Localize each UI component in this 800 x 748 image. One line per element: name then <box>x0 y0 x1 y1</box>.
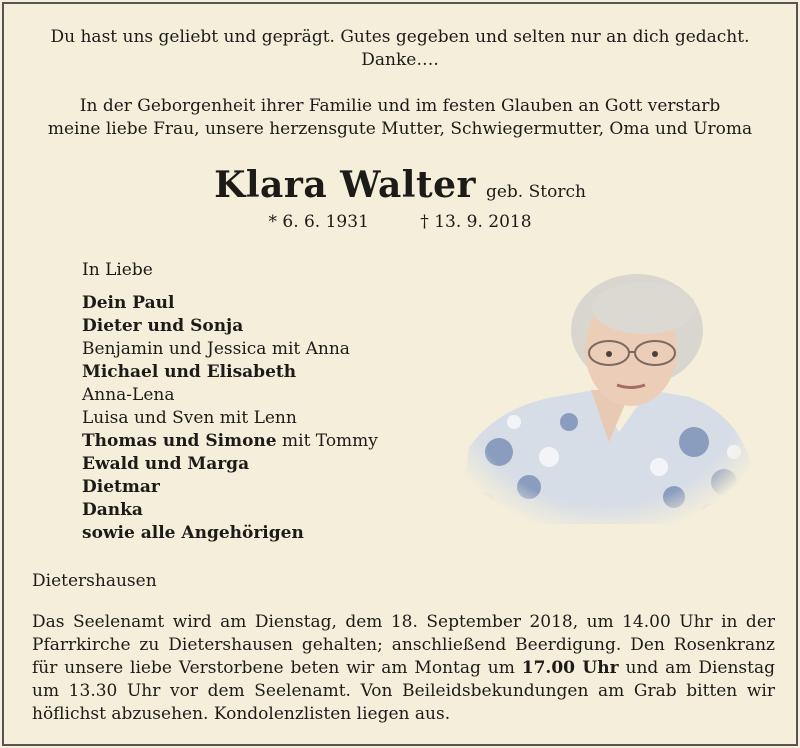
opening-verse-line-2: Danke…. <box>361 50 439 70</box>
obituary-card <box>2 2 798 746</box>
portrait-photo <box>459 272 751 524</box>
deceased-name: Klara Walter <box>214 164 476 206</box>
mourners-intro: In Liebe <box>82 260 153 280</box>
mourner-item: Danka <box>82 500 143 520</box>
maiden-name: geb. Storch <box>485 182 586 202</box>
mourner-item: Ewald und Marga <box>82 454 250 474</box>
mourner-item: Dietmar <box>82 477 160 497</box>
announcement-line-2: meine liebe Frau, unsere herzensgute Mutter, Schwiegermutter, Oma und Uroma <box>47 119 753 139</box>
funeral-notice: Das Seelenamt wird am Dienstag, dem 18. September 2018, um 14.00 Uhr in der Pfarrkirche zu Dietershausen gehalten; anschließend Beerdigung. Den Rosenkranz für unsere liebe Verstorbene beten wir am Montag um 17.00 Uhr und am Dienstag um 13.30 Uhr vor dem Seelenamt. Von Beileidsbekundungen am Grab bitten wir höflichst abzusehen. Kondolenzlisten liegen aus. <box>32 612 775 724</box>
announcement-line-1: In der Geborgenheit ihrer Familie und im festen Glauben an Gott verstarb <box>79 96 721 116</box>
mourner-item: Benjamin und Jessica mit Anna <box>82 339 350 359</box>
mourners-list <box>82 292 378 545</box>
name-row <box>4 164 796 206</box>
mourner-item: sowie alle Angehörigen <box>82 523 304 543</box>
mourner-item: Thomas und Simone mit Tommy <box>82 431 378 451</box>
opening-verse-line-1: Du hast uns geliebt und geprägt. Gutes gegeben und selten nur an dich gedacht. <box>50 27 750 47</box>
mourner-item: Michael und Elisabeth <box>82 362 297 382</box>
mourner-item: Anna-Lena <box>82 385 175 405</box>
mourner-item: Dieter und Sonja <box>82 316 244 336</box>
birth-date: * 6. 6. 1931 <box>268 212 369 232</box>
place-name: Dietershausen <box>32 571 157 591</box>
life-dates <box>4 212 796 232</box>
mourner-item: Dein Paul <box>82 293 175 313</box>
death-date: † 13. 9. 2018 <box>420 212 532 232</box>
mourner-item: Luisa und Sven mit Lenn <box>82 408 297 428</box>
